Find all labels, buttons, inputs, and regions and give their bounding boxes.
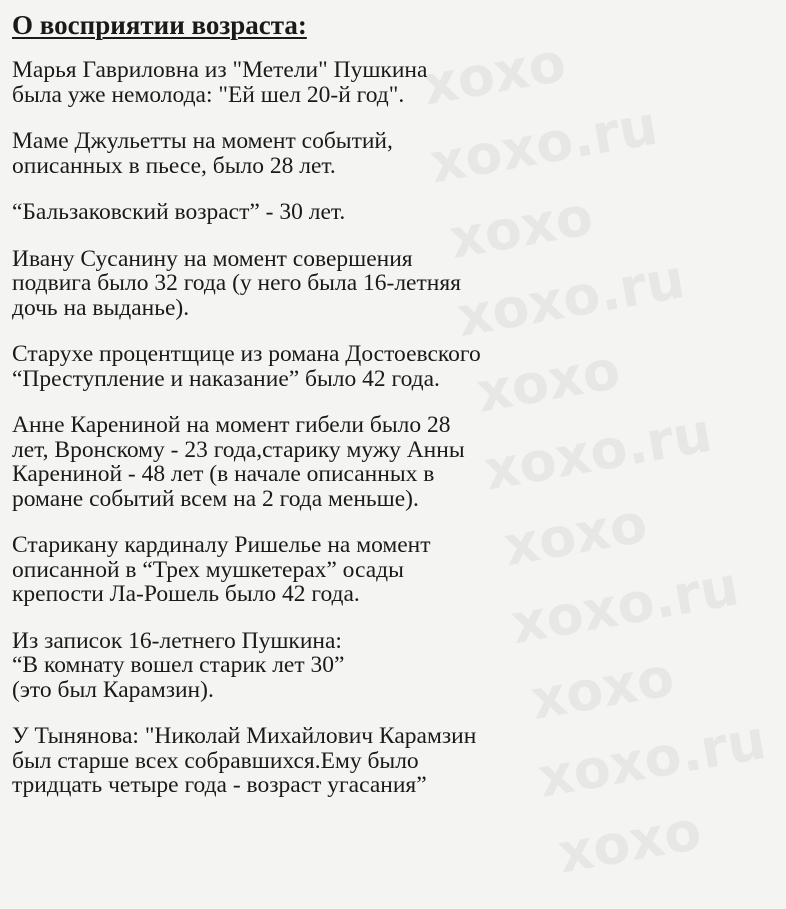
paragraph-line: Из записок 16-летнего Пушкина: [12,627,342,654]
paragraph-line: Маме Джульетты на момент событий, [12,128,393,154]
paragraph-line: Старикану кардиналу Ришелье на момент [12,532,431,558]
watermark-text: xoxo.ru [533,707,771,810]
watermark-text: xoxo [444,184,598,272]
watermark-text: xoxo [499,491,652,579]
paragraph-line: была уже немолода: "Ей шел 20-й год". [12,81,405,108]
paragraph-line: подвига было 32 года (у него была 16-летняя [12,270,461,296]
watermark-text: xoxo.ru [452,247,690,349]
paragraph-line: был старше всех собравшихся.Ему было [12,747,419,774]
paragraph [12,533,626,607]
paragraph-line: “В комнату вошел старик лет 30” [12,652,345,678]
paragraph-line: Марья Гавриловна из "Метели" Пушкина [12,57,428,83]
paragraph [12,629,626,703]
paragraph-line: Ивану Сусанину на момент совершения [12,245,413,272]
watermark-text: xoxo [526,644,679,732]
watermark-text: xoxo.ru [506,554,744,657]
paragraph [12,724,626,798]
paragraph [12,58,626,107]
watermark-text: xoxo [553,798,706,886]
paragraph-line: описанной в “Трех мушкетерах” осады [12,556,404,583]
paragraph-line: (это был Карамзин). [12,676,214,703]
paragraph-line: “Преступление и наказание” было 42 года. [12,365,440,392]
paragraph [12,200,626,225]
paragraph [12,129,626,178]
paragraph-line: У Тынянова: "Николай Михайлович Карамзин [12,723,477,749]
watermark-text: xoxo.ru [479,400,717,503]
paragraph-line: Анне Карениной на момент гибели было 28 [12,412,451,438]
watermark-text: xoxo [417,30,571,118]
paragraph-line: дочь на выданье). [12,294,190,321]
paragraph [12,247,626,321]
paragraph-line: тридцать четыре года - возраст угасания” [12,772,427,798]
paragraph-line: романе событий всем на 2 года меньше). [12,485,419,512]
paragraph-line: Карениной - 48 лет (в начале описанных в [12,461,435,487]
watermark-text: xoxo.ru [425,93,663,196]
paragraph [12,342,626,391]
paragraph-line: крепости Ла-Рошель было 42 года. [12,581,360,607]
paragraph-line: “Бальзаковский возраст” - 30 лет. [12,199,346,225]
page-title: О восприятии возраста: [12,10,307,40]
paragraph-line: лет, Вронскому - 23 года,старику мужу Анны [12,436,465,463]
watermark-text: xoxo [471,337,625,425]
paragraph [12,413,626,511]
paragraph-line: Старухе процентщице из романа Достоевского [12,341,481,367]
paragraph-line: описанных в пьесе, было 28 лет. [12,152,336,179]
